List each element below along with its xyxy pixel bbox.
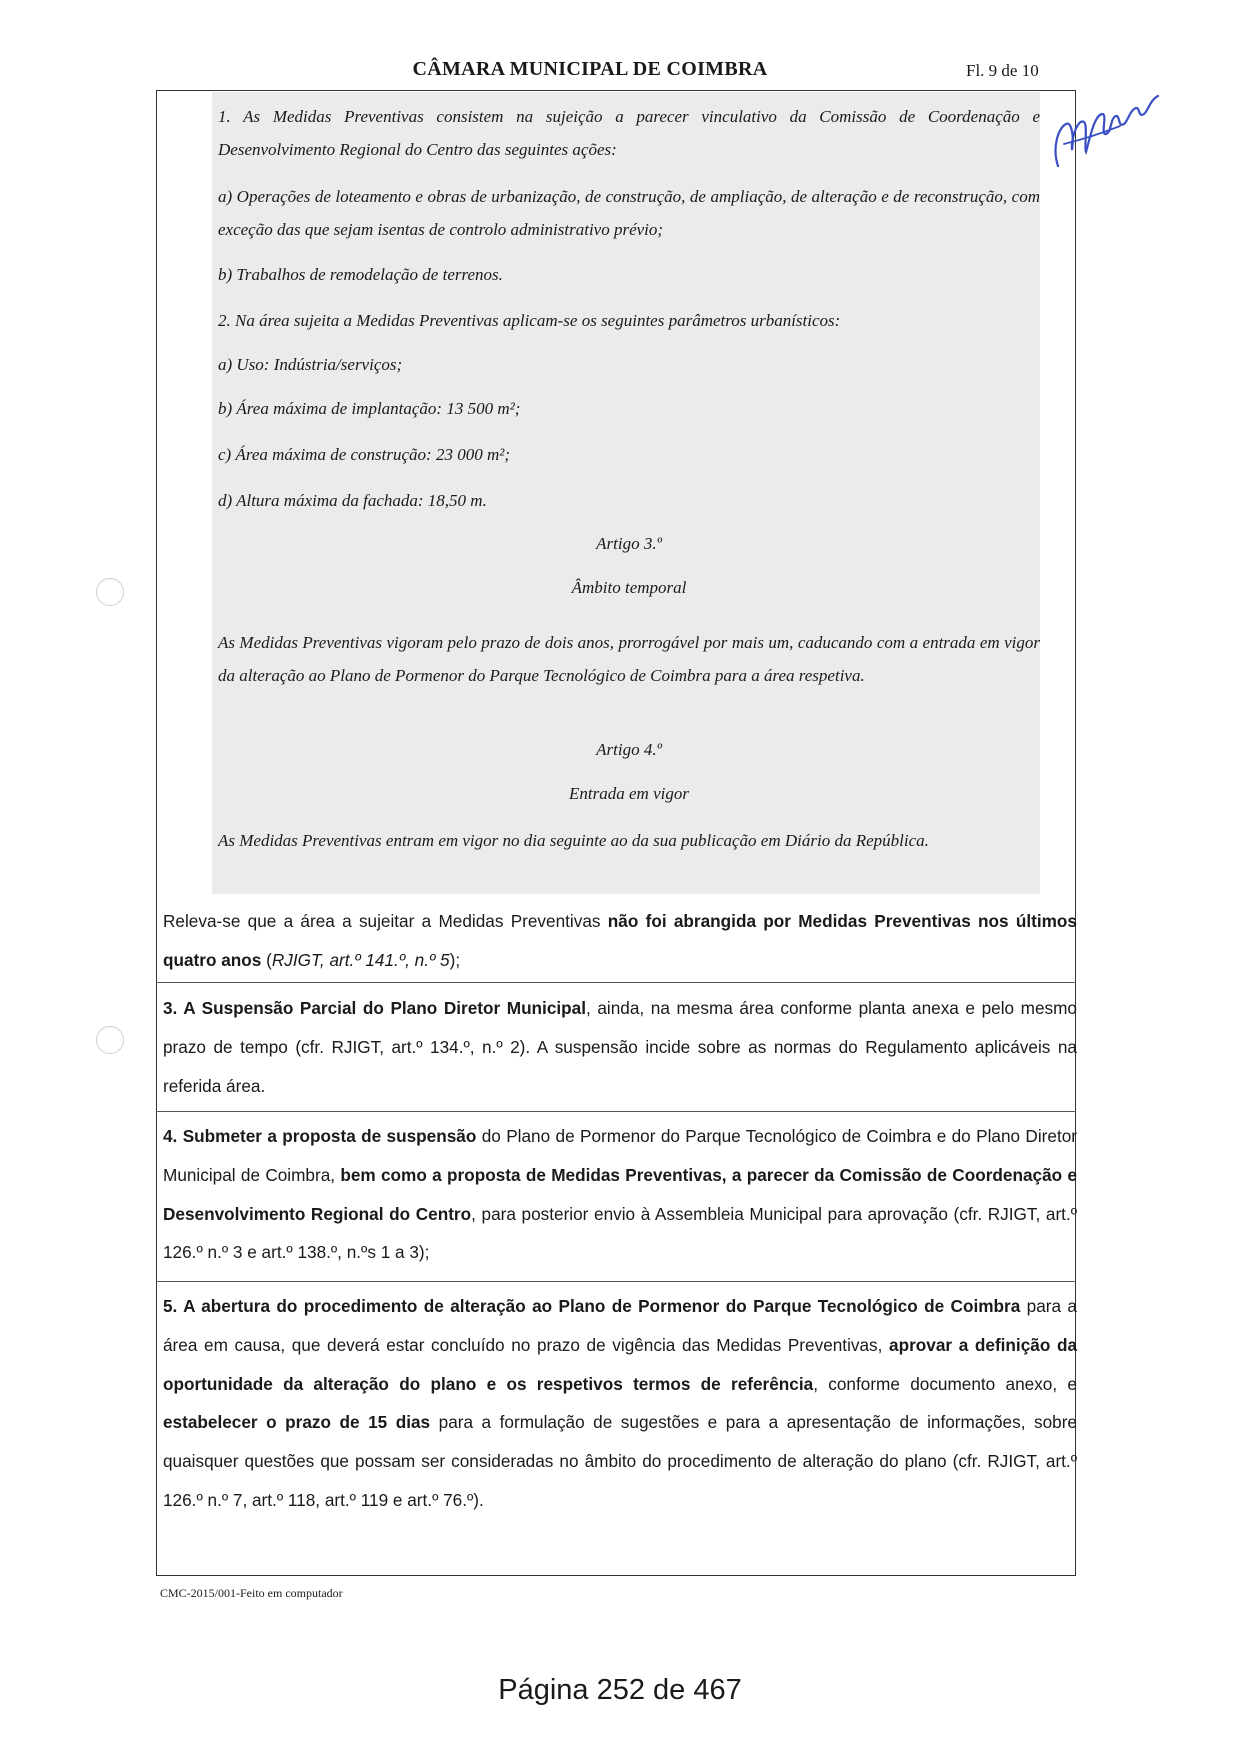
- releva-text-3: );: [449, 949, 461, 970]
- quote-item-2a: a) Uso: Indústria/serviços;: [218, 355, 403, 374]
- section-divider: [156, 1281, 1076, 1282]
- form-code: CMC-2015/001-Feito em computador: [160, 1586, 343, 1600]
- item-5-text-3: para a formulação de sugestões e para a apresentação de informações, sobre quaisquer questões que possam ser consideradas no âmbito do procedimento de alteração do plano (cfr. RJIGT, art.º 126.º n.º 7, art.º 118, art.º 119 e art.º 76.º).: [163, 1412, 1077, 1510]
- item-4-bold: bem como a proposta de Medidas Preventivas, a parecer da Comissão de Coordenação e Desenvolvimento Regional do Centro: [163, 1164, 1077, 1224]
- releva-citation: RJIGT, art.º 141.º, n.º 5: [271, 949, 450, 970]
- item-4-paragraph: [163, 1117, 1077, 1272]
- article-3-title: Âmbito temporal: [571, 578, 687, 597]
- item-5-bold-2: estabelecer o prazo de 15 dias: [163, 1412, 431, 1433]
- item-5-text-2: , conforme documento anexo, e: [813, 1373, 1077, 1394]
- item-4-heading: 4. Submeter a proposta de suspensão: [163, 1126, 477, 1146]
- document-header-title: CÂMARA MUNICIPAL DE COIMBRA: [412, 58, 768, 80]
- punch-hole-mark: [96, 1026, 124, 1054]
- signature-icon: [1050, 88, 1170, 178]
- article-4-title: Entrada em vigor: [569, 784, 689, 803]
- item-5-heading: 5. A abertura do procedimento de alteração ao Plano de Pormenor do Parque Tecnológico de Coimbra: [163, 1296, 1021, 1316]
- item-3-text: , ainda, na mesma área conforme planta anexa e pelo mesmo prazo de tempo (cfr. RJIGT, art.º 134.º, n.º 2). A suspensão incide sobre as normas do Regulamento aplicáveis na referida área.: [163, 998, 1077, 1096]
- quote-item-2c: c) Área máxima de construção: 23 000 m²;: [218, 445, 510, 464]
- releva-text-1: Releva-se que a área a sujeitar a Medidas Preventivas: [163, 911, 608, 931]
- item-5-text-1: para a área em causa, que deverá estar concluído no prazo de vigência das Medidas Preventivas,: [163, 1296, 1077, 1355]
- item-5-paragraph: [163, 1287, 1077, 1520]
- sheet-number: Fl. 9 de 10: [966, 61, 1039, 80]
- releva-text-2: (: [261, 949, 272, 970]
- item-4-text-2: , para posterior envio à Assembleia Municipal para aprovação (cfr. RJIGT, art.º 126.º n.º 3 e art.º 138.º, n.ºs 1 a 3);: [163, 1203, 1077, 1263]
- article-3-number: Artigo 3.º: [596, 534, 662, 553]
- item-4-text-1: do Plano de Pormenor do Parque Tecnológico de Coimbra e do Plano Diretor Municipal de Coimbra,: [163, 1126, 1077, 1185]
- section-divider: [156, 1111, 1076, 1112]
- item-3-paragraph: [163, 989, 1077, 1105]
- releva-bold: não foi abrangida por Medidas Preventivas nos últimos quatro anos: [163, 911, 1077, 970]
- quote-paragraph-1: 1. As Medidas Preventivas consistem na sujeição a parecer vinculativo da Comissão de Coordenação e Desenvolvimento Regional do Centro das seguintes ações:: [218, 107, 1040, 159]
- item-3-heading: 3. A Suspensão Parcial do Plano Diretor Municipal: [163, 998, 587, 1018]
- quote-item-2d: d) Altura máxima da fachada: 18,50 m.: [218, 491, 487, 510]
- item-5-bold-1: aprovar a definição da oportunidade da alteração do plano e os respetivos termos de referência: [163, 1334, 1077, 1394]
- article-3-text: As Medidas Preventivas vigoram pelo prazo de dois anos, prorrogável por mais um, caducando com a entrada em vigor da alteração ao Plano de Pormenor do Parque Tecnológico de Coimbra para a área respetiva.: [218, 633, 1040, 685]
- article-4-text: As Medidas Preventivas entram em vigor no dia seguinte ao da sua publicação em Diário da República.: [218, 831, 929, 850]
- section-divider: [156, 982, 1076, 983]
- quote-item-1a: a) Operações de loteamento e obras de urbanização, de construção, de ampliação, de alteração e de reconstrução, com exceção das que sejam isentas de controlo administrativo prévio;: [218, 187, 1040, 239]
- punch-hole-mark: [96, 578, 124, 606]
- quote-paragraph-2: 2. Na área sujeita a Medidas Preventivas aplicam-se os seguintes parâmetros urbanísticos:: [218, 311, 841, 330]
- page-number: Página 252 de 467: [498, 1674, 742, 1706]
- article-4-number: Artigo 4.º: [596, 740, 662, 759]
- quote-item-2b: b) Área máxima de implantação: 13 500 m²;: [218, 399, 521, 418]
- paragraph-releva: [163, 902, 1077, 980]
- quote-item-1b: b) Trabalhos de remodelação de terrenos.: [218, 265, 503, 284]
